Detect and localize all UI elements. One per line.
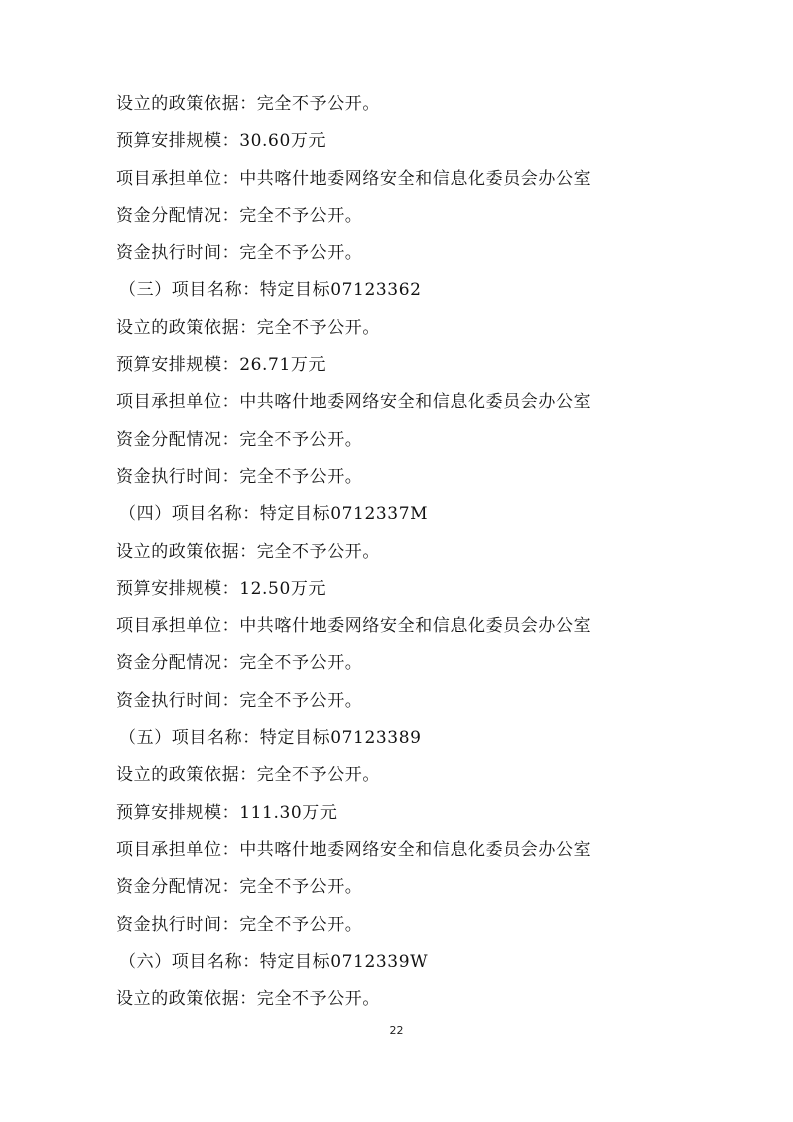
- fund-execution-time-line: 资金执行时间：完全不予公开。: [116, 466, 363, 487]
- budget-scale-line: 预算安排规模：26.71万元: [116, 355, 327, 376]
- fund-execution-time-line: 资金执行时间：完全不予公开。: [116, 690, 363, 711]
- undertaking-unit-line: 项目承担单位：中共喀什地委网络安全和信息化委员会办公室: [116, 392, 592, 413]
- budget-scale-line: 预算安排规模：12.50万元: [116, 578, 327, 599]
- fund-allocation-line: 资金分配情况：完全不予公开。: [116, 653, 363, 674]
- policy-basis-line: 设立的政策依据：完全不予公开。: [116, 989, 380, 1010]
- budget-scale-line: 预算安排规模：30.60万元: [116, 131, 327, 152]
- policy-basis-line: 设立的政策依据：完全不予公开。: [116, 317, 380, 338]
- fund-allocation-line: 资金分配情况：完全不予公开。: [116, 877, 363, 898]
- project-heading-5: （五）项目名称：特定目标07123389: [119, 728, 422, 749]
- project-heading-4: （四）项目名称：特定目标0712337M: [119, 504, 429, 525]
- fund-execution-time-line: 资金执行时间：完全不予公开。: [116, 914, 363, 935]
- policy-basis-line: 设立的政策依据：完全不予公开。: [116, 94, 380, 114]
- fund-execution-time-line: 资金执行时间：完全不予公开。: [116, 243, 363, 264]
- undertaking-unit-line: 项目承担单位：中共喀什地委网络安全和信息化委员会办公室: [116, 839, 592, 860]
- fund-allocation-line: 资金分配情况：完全不予公开。: [116, 429, 363, 450]
- document-body: [116, 86, 716, 1018]
- project-heading-6: （六）项目名称：特定目标0712339W: [119, 951, 429, 972]
- project-heading-3: （三）项目名称：特定目标07123362: [119, 280, 422, 301]
- fund-allocation-line: 资金分配情况：完全不予公开。: [116, 205, 363, 226]
- budget-scale-line: 预算安排规模：111.30万元: [116, 802, 338, 823]
- policy-basis-line: 设立的政策依据：完全不予公开。: [116, 765, 380, 786]
- undertaking-unit-line: 项目承担单位：中共喀什地委网络安全和信息化委员会办公室: [116, 616, 592, 637]
- page-number: 22: [389, 1024, 404, 1037]
- undertaking-unit-line: 项目承担单位：中共喀什地委网络安全和信息化委员会办公室: [116, 168, 592, 189]
- policy-basis-line: 设立的政策依据：完全不予公开。: [116, 541, 380, 562]
